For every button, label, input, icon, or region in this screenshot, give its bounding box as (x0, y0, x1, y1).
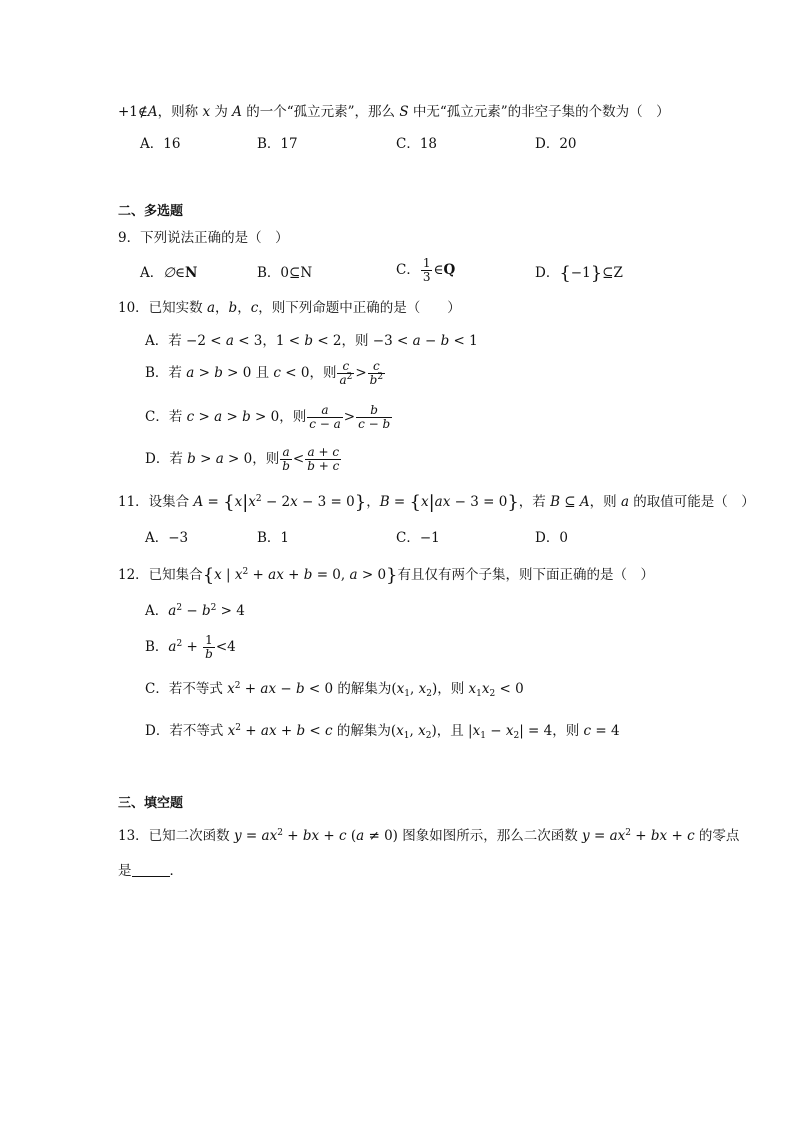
q11-option-a[interactable]: A．−3 (145, 530, 189, 546)
q12-stem: 12．已知集合{x | $x^2$ + ax + b = 0, a > 0}有且仅有两个子集，则下面正确的是（ ） (118, 565, 654, 586)
q10-stem: 10．已知实数 a，b，c，则下列命题中正确的是（ ） (118, 300, 461, 316)
q8-continuation: +1∉A，则称 x 为 A 的一个“孤立元素”，那么 S 中无“孤立元素”的非空子集的个数为（ ） (118, 104, 670, 120)
q12-option-b[interactable]: B．$a^2$ + $\frac{1}{b}$ <4 (145, 633, 236, 661)
q8-option-a[interactable]: A．16 (140, 136, 181, 152)
q10-option-c[interactable]: C．若 c > a > b > 0，则 $\frac{a}{c - a}$ > $\frac{b}{c - b}$ (145, 403, 391, 431)
q8-option-b[interactable]: B．17 (257, 136, 298, 152)
q9-option-b[interactable]: B．0⊆N (257, 265, 313, 281)
section-title-multiple-choice: 二、多选题 (118, 204, 184, 219)
q11-option-c[interactable]: C．−1 (396, 530, 440, 546)
q10-option-d[interactable]: D．若 b > a > 0，则 $\frac{a}{b}$ < $\frac{a + c}{b + c}$ (145, 445, 340, 473)
q10-option-b[interactable]: B．若 a > b > 0 且 c < 0，则 $\frac{c}{a^2}$ > $\frac{c}{b^2}$ (145, 359, 384, 387)
q12-option-c[interactable]: C．若不等式 $x^2$ + ax − b < 0 的解集为($x_1$, $x_2$)，则 $x_1x_2 < 0$ (145, 681, 524, 699)
q8-option-c[interactable]: C．18 (396, 136, 438, 152)
q12-option-a[interactable]: A．$a^2 - b^2 > 4$ (145, 603, 245, 619)
q10-option-a[interactable]: A．若 −2 < a < 3，1 < b < 2，则 −3 < a − b < 1 (145, 333, 478, 349)
section-title-fill-in: 三、填空题 (118, 796, 184, 811)
q8-option-d[interactable]: D．20 (535, 136, 577, 152)
q11-option-b[interactable]: B．1 (257, 530, 290, 546)
q13-stem-tail: 是 ． (118, 863, 183, 879)
q9-option-a[interactable]: A．∅∈N (140, 265, 198, 281)
q13-answer-blank[interactable] (132, 862, 170, 877)
q12-option-d[interactable]: D．若不等式 $x^2$ + ax + b < c 的解集为($x_1$, $x_2$)，且 $|x_1 - x_2| = 4$，则 c = 4 (145, 723, 620, 741)
q9-option-d[interactable]: D．{−1}⊆Z (535, 263, 623, 284)
q13-stem: 13．已知二次函数 $y = ax^2$ + bx + c (a ≠ 0) 图象如图所示，那么二次函数 $y = ax^2$ + bx + c 的零点 (118, 828, 740, 844)
q9-stem: 9．下列说法正确的是（ ） (118, 230, 289, 246)
q9-option-c[interactable]: C． $\frac{1}{3}$ ∈Q (396, 256, 456, 284)
q11-stem: 11．设集合 $A = \{x|x^2 - 2x - 3 = 0\}$，B = {x|ax − 3 = 0}，若 B ⊆ A，则 a 的取值可能是（ ） (118, 492, 755, 513)
q11-option-d[interactable]: D．0 (535, 530, 568, 546)
